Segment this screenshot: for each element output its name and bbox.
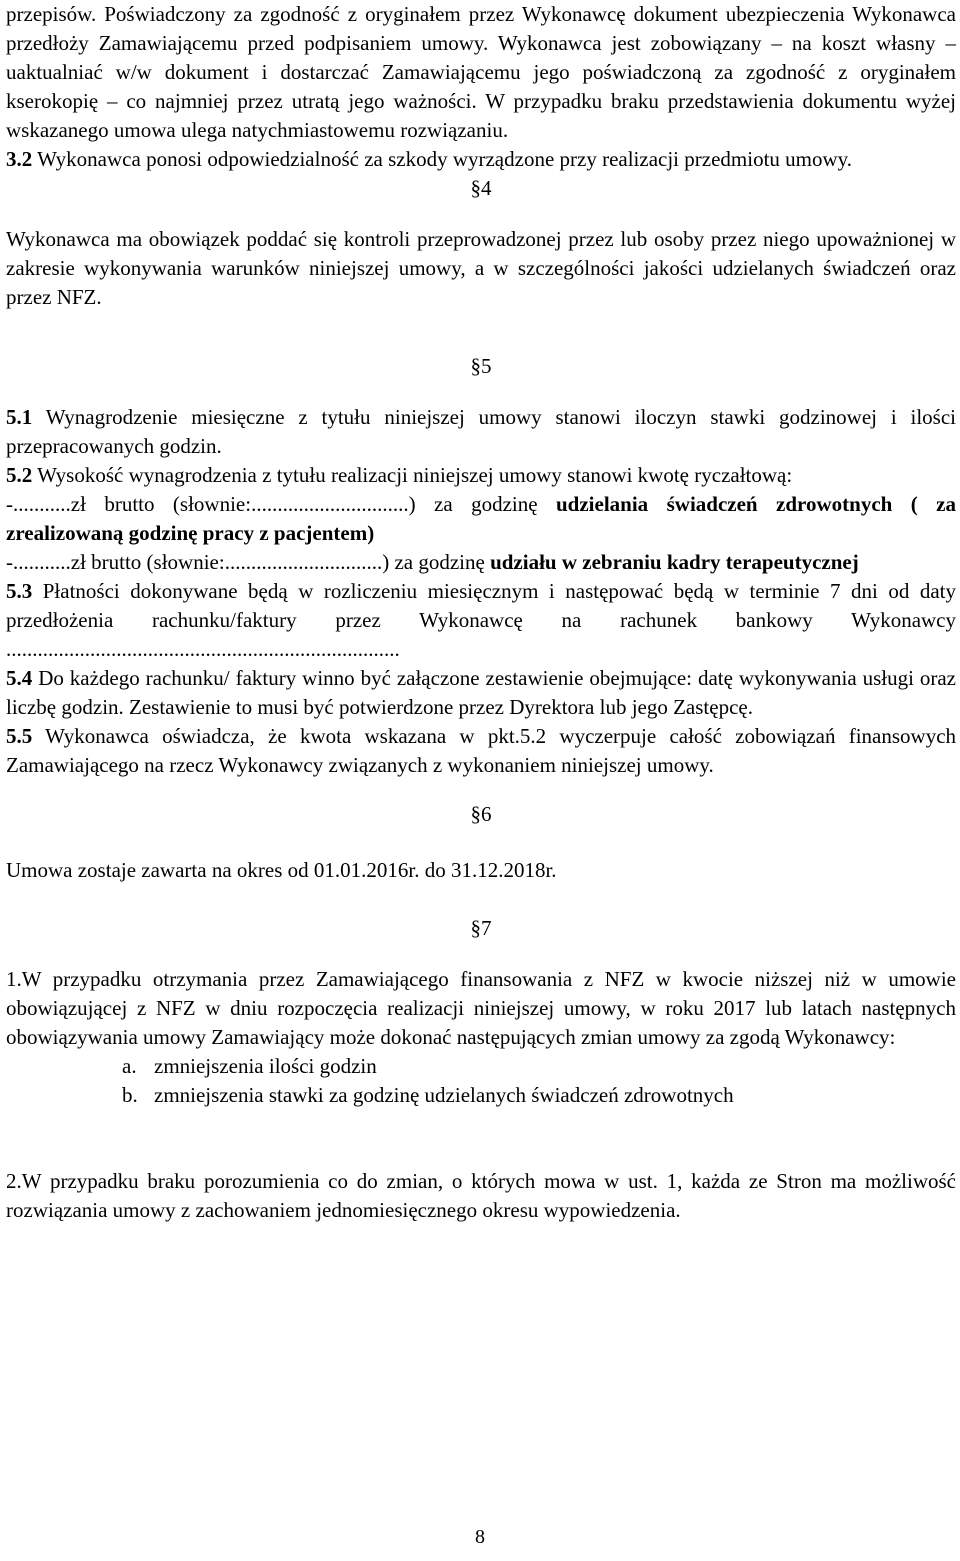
section-6-text: Umowa zostaje zawarta na okres od 01.01.2016r. do 31.12.2018r.	[6, 858, 557, 882]
clause-5-4-text: Do każdego rachunku/ faktury winno być załączone zestawienie obejmujące: datę wykonywania usługi oraz liczbę godzin. Zestawienie to musi być potwierdzone przez Dyrektora lub jego Zastępcę.	[6, 666, 956, 719]
clause-3-2-number: 3.2	[6, 147, 33, 171]
list-item	[122, 1052, 956, 1081]
list-marker: b.	[122, 1083, 138, 1107]
clause-3-2	[6, 145, 956, 174]
rate-line-1	[6, 490, 956, 548]
rate-line-2	[6, 548, 956, 577]
intro-paragraph	[6, 0, 956, 145]
section-6-heading: §6	[470, 802, 492, 826]
section-4-text: Wykonawca ma obowiązek poddać się kontroli przeprowadzonej przez lub osoby przez niego upoważnionej w zakresie wykonywania warunków niniejszej umowy, a w szczególności jakości udzielanych świadczeń oraz przez NFZ.	[6, 227, 956, 309]
termination-text: W przypadku braku przedstawienia dokumentu wyżej wskazanego umowa ulega natychmiastowemu rozwiązaniu.	[6, 89, 956, 142]
clause-5-3-number: 5.3	[6, 579, 33, 603]
clause-5-1-text: Wynagrodzenie miesięczne z tytułu niniejszej umowy stanowi iloczyn stawki godzinowej i ilości przepracowanych godzin.	[6, 405, 956, 458]
section-7-list	[6, 1052, 956, 1110]
section-7-paragraph-1: 1.W przypadku otrzymania przez Zamawiającego finansowania z NFZ w kwocie niższej niż w umowie obowiązującej z NFZ w dniu rozpoczęcia realizacji niniejszej umowy, w roku 2017 lub latach następnych obowiązywania umowy Zamawiający może dokonać następujących zmian umowy za zgodą Wykonawcy:	[6, 967, 956, 1049]
clause-5-4	[6, 664, 956, 722]
clause-5-5	[6, 722, 956, 780]
section-7-heading: §7	[470, 916, 492, 940]
document-page	[6, 0, 956, 1225]
clause-5-5-number: 5.5	[6, 724, 33, 748]
clause-5-1	[6, 403, 956, 461]
clause-5-2	[6, 461, 956, 490]
clause-5-5-text: Wykonawca oświadcza, że kwota wskazana w pkt.5.2 wyczerpuje całość zobowiązań finansowych Zamawiającego na rzecz Wykonawcy związanych z wykonaniem niniejszej umowy.	[6, 724, 957, 777]
section-7-paragraph-2: 2.W przypadku braku porozumienia co do zmian, o których mowa w ust. 1, każda ze Stron ma możliwość rozwiązania umowy z zachowaniem jednomiesięcznego okresu wypowiedzenia.	[6, 1169, 956, 1222]
page-number: 8	[475, 1526, 485, 1548]
section-4-heading: §4	[470, 176, 492, 200]
list-item	[122, 1081, 956, 1110]
rate-2-text: -...........zł brutto (słownie:..............................) za godzinę	[6, 550, 485, 574]
clause-5-3	[6, 577, 956, 664]
clause-5-2-number: 5.2	[6, 463, 33, 487]
clause-5-3-text: Płatności dokonywane będą w rozliczeniu miesięcznym i następować będą w terminie 7 dni od daty przedłożenia rachunku/faktury przez Wykonawcę na rachunek bankowy Wykonawcy ...........................................................................	[6, 579, 956, 661]
clause-5-1-number: 5.1	[6, 405, 33, 429]
insurance-text: przepisów. Poświadczony za zgodność z oryginałem przez Wykonawcę dokument ubezpieczenia Wykonawca przedłoży Zamawiającemu przed podpisaniem umowy. Wykonawca jest zobowiązany – na koszt własny – uaktualniać w/w dokument i dostarczać Zamawiającemu jego poświadczoną za zgodność z oryginałem kserokopię – co najmniej przez utratą jego ważności.	[6, 2, 956, 113]
list-item-text: zmniejszenia stawki za godzinę udzielanych świadczeń zdrowotnych	[154, 1083, 734, 1107]
clause-5-2-text: Wysokość wynagrodzenia z tytułu realizacji niniejszej umowy stanowi kwotę ryczałtową:	[37, 463, 793, 487]
clause-5-4-number: 5.4	[6, 666, 33, 690]
list-item-text: zmniejszenia ilości godzin	[154, 1054, 377, 1078]
rate-1-bold: udzielania świadczeń zdrowotnych ( za zrealizowaną godzinę pracy z pacjentem)	[6, 492, 956, 545]
rate-1-text: -...........zł brutto (słownie:..............................) za godzinę	[6, 492, 538, 516]
clause-3-2-text: Wykonawca ponosi odpowiedzialność za szkody wyrządzone przy realizacji przedmiotu umowy.	[37, 147, 853, 171]
rate-2-bold: udziału w zebraniu kadry terapeutycznej	[490, 550, 859, 574]
section-5-heading: §5	[470, 354, 492, 378]
list-marker: a.	[122, 1054, 137, 1078]
